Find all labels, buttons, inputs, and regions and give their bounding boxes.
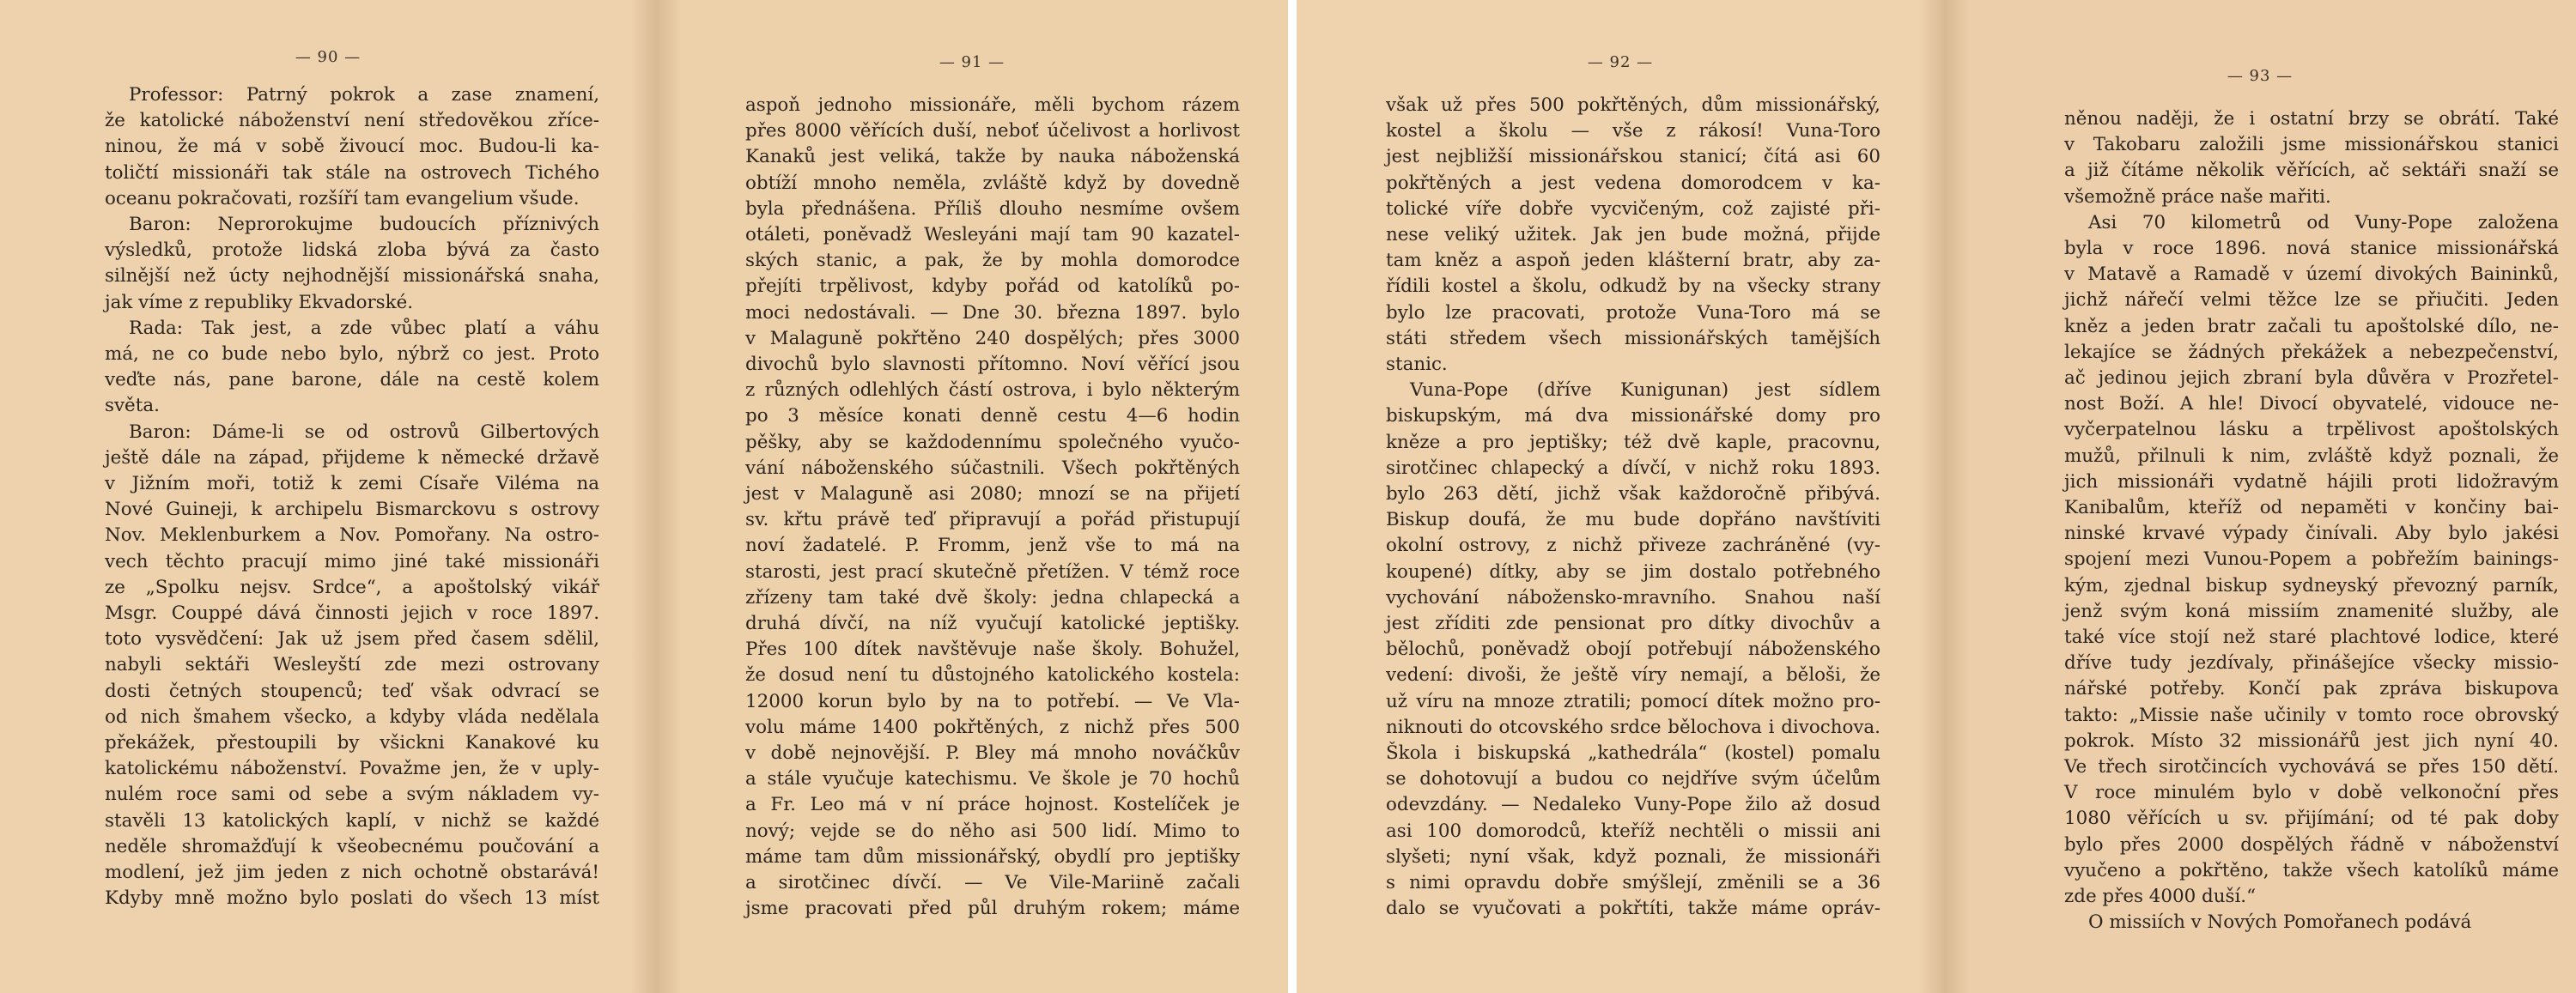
text-line: pokrok. Místo 32 missionářů jest jich nyní 40.: [2064, 730, 2559, 752]
text-line: takto: „Missie naše učinily v tomto roce obrovský: [2064, 704, 2559, 726]
page-number: — 91 —: [939, 53, 1005, 71]
text-line: odevzdány. — Nedaleko Vuny-Pope žilo až dosud: [1386, 794, 1880, 816]
text-line: byla přednášena. Příliš dlouho nesmíme ovšem: [745, 197, 1240, 220]
text-line: řídili kostel a školu, odkudž by na všecky strany: [1386, 275, 1880, 298]
text-line: Rada: Tak jest, a zde vůbec platí a váhu: [129, 317, 599, 339]
text-line: volu máme 1400 pokřtěných, z nichž přes 500: [745, 716, 1240, 738]
gutter-shadow: [656, 0, 682, 993]
text-line: dalo se vyučovati a pokřtíti, takže máme opráv-: [1386, 898, 1880, 920]
text-line: a již čítáme několik věřících, ač sektáři snaží se: [2064, 160, 2559, 182]
text-line: stanic.: [1386, 354, 1448, 376]
text-line: vyčerpatelnou lásku a trpělivost apoštolských: [2064, 419, 2559, 441]
text-line: ještě dále na západ, přijdeme k německé državě: [105, 446, 599, 469]
text-line: ninské krvavé výpady činívali. Aby bylo jakési: [2064, 523, 2559, 545]
text-line: všemožně práce naše mařiti.: [2064, 185, 2331, 208]
text-line: oceanu pokračovati, rozšíří tam evangelium všude.: [105, 187, 580, 209]
text-line: dosti četných stoupenců; teď však odvrací se: [105, 680, 599, 702]
text-line: má, ne co bude nebo bylo, nýbrž co jest. Proto: [105, 343, 599, 366]
text-line: v Jižním moři, totiž k zemi Císaře Viléma na: [105, 473, 599, 495]
text-line: že katolické náboženství není středověkou zříce-: [105, 110, 599, 132]
text-line: přejíti trpělivost, kdyby pořád od katolíků po-: [745, 275, 1240, 298]
text-line: Nov. Meklenburkem a Nov. Pomořany. Na ostro-: [105, 524, 599, 547]
text-line: Vuna-Pope (dříve Kunigunan) jest sídlem: [1410, 379, 1880, 402]
text-line: noví žadatelé. P. Fromm, jenž vše to má na: [745, 535, 1240, 557]
text-line: sv. křtu právě teď připravují a pořád přistupují: [745, 509, 1240, 531]
text-line: Kanibalům, kteříž od nepaměti v končiny bai-: [2064, 497, 2559, 519]
text-line: ze „Spolku nejsv. Srdce“, a apoštolský vikář: [105, 576, 599, 598]
text-line: toličtí missionáři tak stále na ostrovech Tichého: [105, 161, 599, 184]
text-line: Baron: Neprorokujme budoucích příznivých: [129, 214, 599, 236]
page-text: [1386, 93, 1880, 923]
text-line: jenž svým koná missiím znamenité služby, ale: [2064, 600, 2559, 622]
text-line: jest zříditi zde pensionat pro dítky divochův a: [1386, 613, 1880, 635]
text-line: moci nedostávali. — Dne 30. března 1897. bylo: [745, 301, 1240, 324]
gutter-shadow: [630, 0, 656, 993]
right-spread: [1297, 0, 2576, 993]
text-line: 1080 věřících u sv. přijímání; od té pak doby: [2064, 808, 2559, 830]
text-line: a sirotčinec dívčí. — Ve Vile-Mariině začali: [745, 872, 1240, 894]
text-line: jich missionáři vydatně hájili proti lidožravým: [2064, 470, 2559, 493]
text-line: nulém roce sami od sebe a svým nákladem vy-: [105, 784, 599, 806]
text-line: máme tam dům missionářský, obydlí pro jeptišky: [745, 845, 1240, 868]
text-line: tolické víře dobře vycvičeným, což zajisté při-: [1386, 197, 1880, 220]
text-line: a Fr. Leo má v ní práce hojnost. Kostelíček je: [745, 794, 1240, 816]
text-line: v Matavě a Ramadě v území divokých Baininků,: [2064, 263, 2559, 286]
text-line: zřízeny tam také dvě školy: jedna chlapecká a: [745, 586, 1240, 609]
text-line: přes 8000 věřících duší, neboť účelivost a horlivost: [745, 120, 1240, 142]
text-line: Biskup doufá, že mu bude dopřáno navštíviti: [1386, 509, 1880, 531]
text-line: vyučeno a pokřtěno, takže všech katolíků máme: [2064, 859, 2559, 881]
text-line: aspoň jednoho missionáře, měli bychom rázem: [745, 94, 1240, 116]
text-line: Ve třech sirotčincích vychovává se přes 150 dětí.: [2064, 756, 2559, 778]
text-line: bělochů, poněvadž obojí potřebují náboženského: [1386, 639, 1880, 661]
text-line: vedení: divoši, že ještě víry nemají, a běloši, že: [1386, 664, 1880, 687]
text-line: stavěli 13 katolických kaplí, v nichž se každé: [105, 809, 599, 832]
text-line: ač jedinou jejich zbraní byla důvěra v Prozřetel-: [2064, 367, 2559, 390]
text-line: a stále vyučuje katechismu. Ve škole je 70 hochů: [745, 768, 1240, 790]
text-line: V roce minulém bylo v době velkonoční přes: [2064, 782, 2559, 804]
text-line: koupené) dítky, aby se jim dostalo potřebného: [1386, 560, 1880, 583]
text-line: z různých odlehlých částí ostrova, i bylo některým: [745, 379, 1240, 402]
text-line: mužů, přilnuli k nim, zvláště když poznali, že: [2064, 445, 2559, 467]
text-line: světa.: [105, 395, 160, 417]
text-line: něnou naději, že i ostatní brzy se obrátí. Také: [2064, 108, 2559, 130]
text-line: překážek, přestoupili by všickni Kanakové ku: [105, 732, 599, 754]
text-line: bylo 263 dětí, jichž však každoročně přibývá.: [1386, 483, 1880, 506]
text-line: Škola i biskupská „kathedrála“ (kostel) pomalu: [1386, 742, 1880, 765]
text-line: v Takobaru založili jsme missionářskou stanici: [2064, 134, 2559, 156]
text-line: kostel a školu — vše z rákosí! Vuna-Toro: [1386, 120, 1880, 142]
text-line: v době nejnovější. P. Bley má mnoho nováčkův: [745, 742, 1240, 765]
text-line: jsme pracovati před půl druhým rokem; máme: [745, 898, 1240, 920]
text-line: dříve tudy jezdívaly, přinášejíce všecky missio-: [2064, 652, 2559, 675]
text-line: vání náboženského súčastnili. Všech pokřtěných: [745, 457, 1240, 479]
text-line: státi středem všech missionářských tamějších: [1386, 327, 1880, 349]
text-line: jak víme z republiky Ekvadorské.: [105, 291, 414, 313]
page-number: — 93 —: [2227, 67, 2293, 85]
text-line: druhá dívčí, na níž vyučují katolické jeptišky.: [745, 613, 1240, 635]
text-line: nový; vejde se do něho asi 500 lidí. Mimo to: [745, 820, 1240, 842]
text-line: kým, zjednal biskup sydneyský převozný parník,: [2064, 574, 2559, 596]
text-line: byla v roce 1896. nová stanice missionářská: [2064, 238, 2559, 260]
page-text: [2064, 106, 2559, 936]
page-text: [745, 93, 1240, 923]
text-line: silnější než úcty nejhodnější missionářská snaha,: [105, 265, 599, 288]
text-line: sirotčinec chlapecký a dívčí, v nichž roku 1893.: [1386, 457, 1880, 479]
text-line: katolickému náboženství. Považme jen, že v uply-: [105, 758, 599, 780]
text-line: zde přes 4000 duší.“: [2064, 886, 2257, 908]
gutter-shadow: [1944, 0, 1970, 993]
text-line: otáleti, poněvadž Wesleyáni mají tam 90 kazatel-: [745, 224, 1240, 246]
text-line: O missiích v Nových Pomořanech podává: [2088, 911, 2472, 934]
page-90: [0, 0, 656, 993]
text-line: nářské potřeby. Končí pak zpráva biskupova: [2064, 678, 2559, 700]
text-line: starosti, jest prací skutečně přetížen. V témž roce: [745, 560, 1240, 583]
text-line: výsledků, protože lidská zloba bývá za často: [105, 239, 599, 262]
text-line: neděle shromažďují k všeobecnému poučování a: [105, 835, 599, 857]
text-line: Professor: Patrný pokrok a zase znamení,: [129, 84, 599, 106]
text-line: bylo přes 2000 dospělých řádně v náboženství: [2064, 833, 2559, 856]
text-line: spojení mezi Vunou-Popem a pobřežím bainings-: [2064, 548, 2559, 571]
text-line: Kdyby mně možno bylo poslati do všech 13 míst: [105, 887, 599, 910]
text-line: biskupským, má dva missionářské domy pro: [1386, 405, 1880, 427]
text-line: už víru na mnoze ztratili; pomocí dítek možno pro-: [1386, 690, 1880, 712]
text-line: divochů bylo slavnosti přítomno. Noví věřící jsou: [745, 354, 1240, 376]
text-line: nese veliký užitek. Jak jen bude možná, přijde: [1386, 224, 1880, 246]
page-91: [656, 0, 1288, 993]
text-line: od nich šmahem všecko, a kdyby vláda nedělala: [105, 705, 599, 728]
text-line: veďte nás, pane barone, dále na cestě kolem: [105, 369, 599, 391]
text-line: kněze a pro jeptišky; též dvě kaple, pracovnu,: [1386, 431, 1880, 453]
page-number: — 90 —: [295, 48, 361, 66]
text-line: 12000 korun bylo by na to potřebí. — Ve Vla-: [745, 690, 1240, 712]
page-number: — 92 —: [1587, 53, 1654, 71]
text-line: toto vysvědčení: Jak už jsem před časem sdělil,: [105, 628, 599, 651]
text-line: tam kněz a aspoň jeden klášterní bratr, aby za-: [1386, 250, 1880, 272]
text-line: vychování nábožensko-mravního. Snahou naší: [1386, 586, 1880, 609]
text-line: jest v Malaguně asi 2080; mnozí se na přijetí: [745, 483, 1240, 506]
text-line: však už přes 500 pokřtěných, dům missionářský,: [1386, 94, 1880, 116]
text-line: Baron: Dáme-li se od ostrovů Gilbertových: [129, 421, 599, 443]
gutter-shadow: [1918, 0, 1944, 993]
text-line: pěšky, aby se každodennímu společného vyučo-: [745, 431, 1240, 453]
text-line: obtíží mnoho neměla, zvláště když by dovedně: [745, 172, 1240, 194]
text-line: v Malaguně pokřtěno 240 dospělých; přes 3000: [745, 327, 1240, 349]
text-line: se dohotovují a budou co nejdříve svým účelům: [1386, 768, 1880, 790]
text-line: okolní ostrovy, z nichž přiveze zachráněné (vy-: [1386, 535, 1880, 557]
text-line: lekajíce se žádných překážek a nebezpečenství,: [2064, 341, 2559, 363]
text-line: s nimi opravdu dobře smýšlejí, změnili se a 36: [1386, 872, 1880, 894]
text-line: modlení, jež jim jeden z nich ochotně obstarává!: [105, 862, 599, 884]
text-line: asi 100 domorodců, kteříž nechtěli o missii ani: [1386, 820, 1880, 842]
text-line: Asi 70 kilometrů od Vuny-Pope založena: [2088, 211, 2559, 233]
page-93: [1944, 0, 2576, 993]
text-line: ských stanic, a pak, že by mohla domorodce: [745, 250, 1240, 272]
text-line: slyšeti; nyní však, když poznali, že missionáři: [1386, 845, 1880, 868]
text-line: po 3 měsíce konati denně cestu 4—6 hodin: [745, 405, 1240, 427]
text-line: kněz a jeden bratr začali tu apoštolské dílo, ne-: [2064, 315, 2559, 337]
text-line: bylo lze pracovati, protože Vuna-Toro má se: [1386, 301, 1880, 324]
text-line: Přes 100 dítek navštěvuje naše školy. Bohužel,: [745, 639, 1240, 661]
text-line: že dosud není tu důstojného katolického kostela:: [745, 664, 1240, 687]
text-line: Nové Guineji, k archipelu Bismarckovu s ostrovy: [105, 499, 599, 521]
page-92: [1297, 0, 1944, 993]
text-line: Kanaků jest veliká, takže by nauka náboženská: [745, 146, 1240, 168]
page-text: [105, 82, 599, 912]
text-line: nabyli sektáři Wesleyští zde mezi ostrovany: [105, 654, 599, 676]
text-line: jest nejbližší missionářskou stanicí; čítá asi 60: [1386, 146, 1880, 168]
text-line: Msgr. Couppé dává činnosti jejich v roce 1897.: [105, 602, 599, 625]
text-line: niknouti do otcovského srdce bělochova i divochova.: [1386, 716, 1880, 738]
text-line: ninou, že má v sobě živoucí moc. Budou-li ka-: [105, 136, 599, 158]
text-line: také více stojí než staré plachtové lodice, které: [2064, 627, 2559, 649]
text-line: pokřtěných a jest vedena domorodcem v ka-: [1386, 172, 1880, 194]
text-line: vech těchto pracují mimo jiné také missionáři: [105, 550, 599, 572]
text-line: jichž nářečí velmi těžce lze se přiučiti. Jeden: [2064, 289, 2559, 312]
text-line: nost Boží. A hle! Divocí obyvatelé, vidouce ne-: [2064, 393, 2559, 415]
